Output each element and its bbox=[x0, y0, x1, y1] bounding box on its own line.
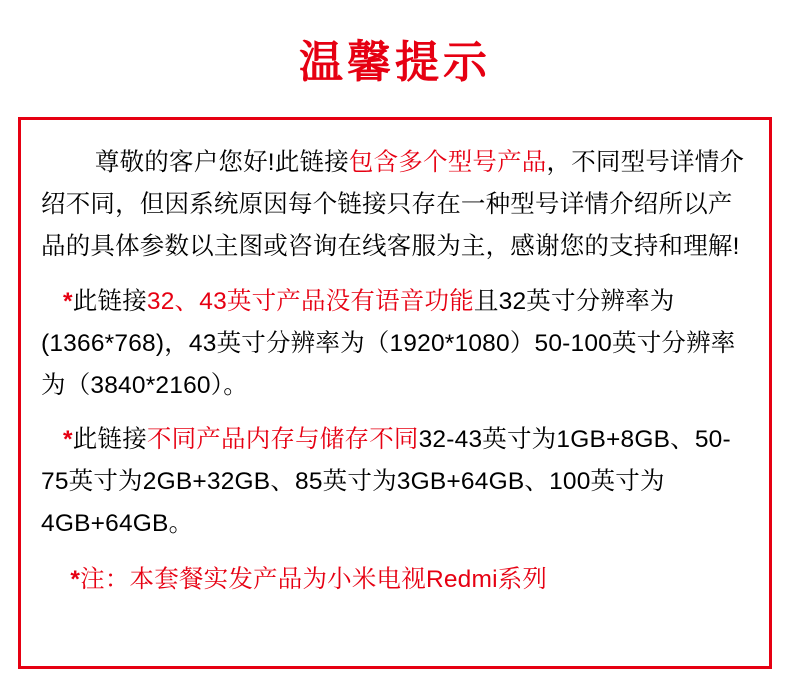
bullet-star-icon-3: * bbox=[70, 566, 81, 594]
notice-paragraph-3 bbox=[41, 419, 749, 545]
paragraph-1-part-2: ，不同型号详情介绍不同，但因系统原因每个链接只存在一种型号详情介绍所以产品的具体参数以主图或咨询在线客服为主，感谢您的支持和理解! bbox=[41, 149, 745, 261]
notice-content-box bbox=[18, 117, 772, 669]
notice-paragraph-4 bbox=[41, 559, 749, 601]
paragraph-1-highlight: 包含多个型号产品 bbox=[348, 149, 547, 177]
notice-paragraph-1 bbox=[41, 142, 749, 268]
bullet-star-icon-2: * bbox=[63, 425, 73, 453]
paragraph-4-text: 注：本套餐实发产品为小米电视Redmi系列 bbox=[80, 566, 548, 594]
page-title: 温馨提示 bbox=[299, 38, 491, 87]
paragraph-2-part-1: 此链接 bbox=[72, 287, 147, 315]
paragraph-1-part-1: 尊敬的客户您好!此链接 bbox=[94, 149, 349, 177]
paragraph-2-part-2: 且32英寸分辨率为(1366*768)，43英寸分辨率为（1920*1080）50-100英寸分辨率为（3840*2160）。 bbox=[41, 287, 736, 399]
paragraph-3-part-2: 32-43英寸为1GB+8GB、50-75英寸为2GB+32GB、85英寸为3GB+64GB、100英寸为4GB+64GB。 bbox=[41, 425, 731, 538]
paragraph-3-highlight: 不同产品内存与储存不同 bbox=[146, 425, 419, 453]
paragraph-2-highlight: 32、43英寸产品没有语音功能 bbox=[146, 287, 474, 315]
bullet-star-icon-1: * bbox=[63, 287, 73, 315]
paragraph-3-part-1: 此链接 bbox=[72, 425, 147, 453]
notice-paragraph-2 bbox=[41, 281, 749, 407]
